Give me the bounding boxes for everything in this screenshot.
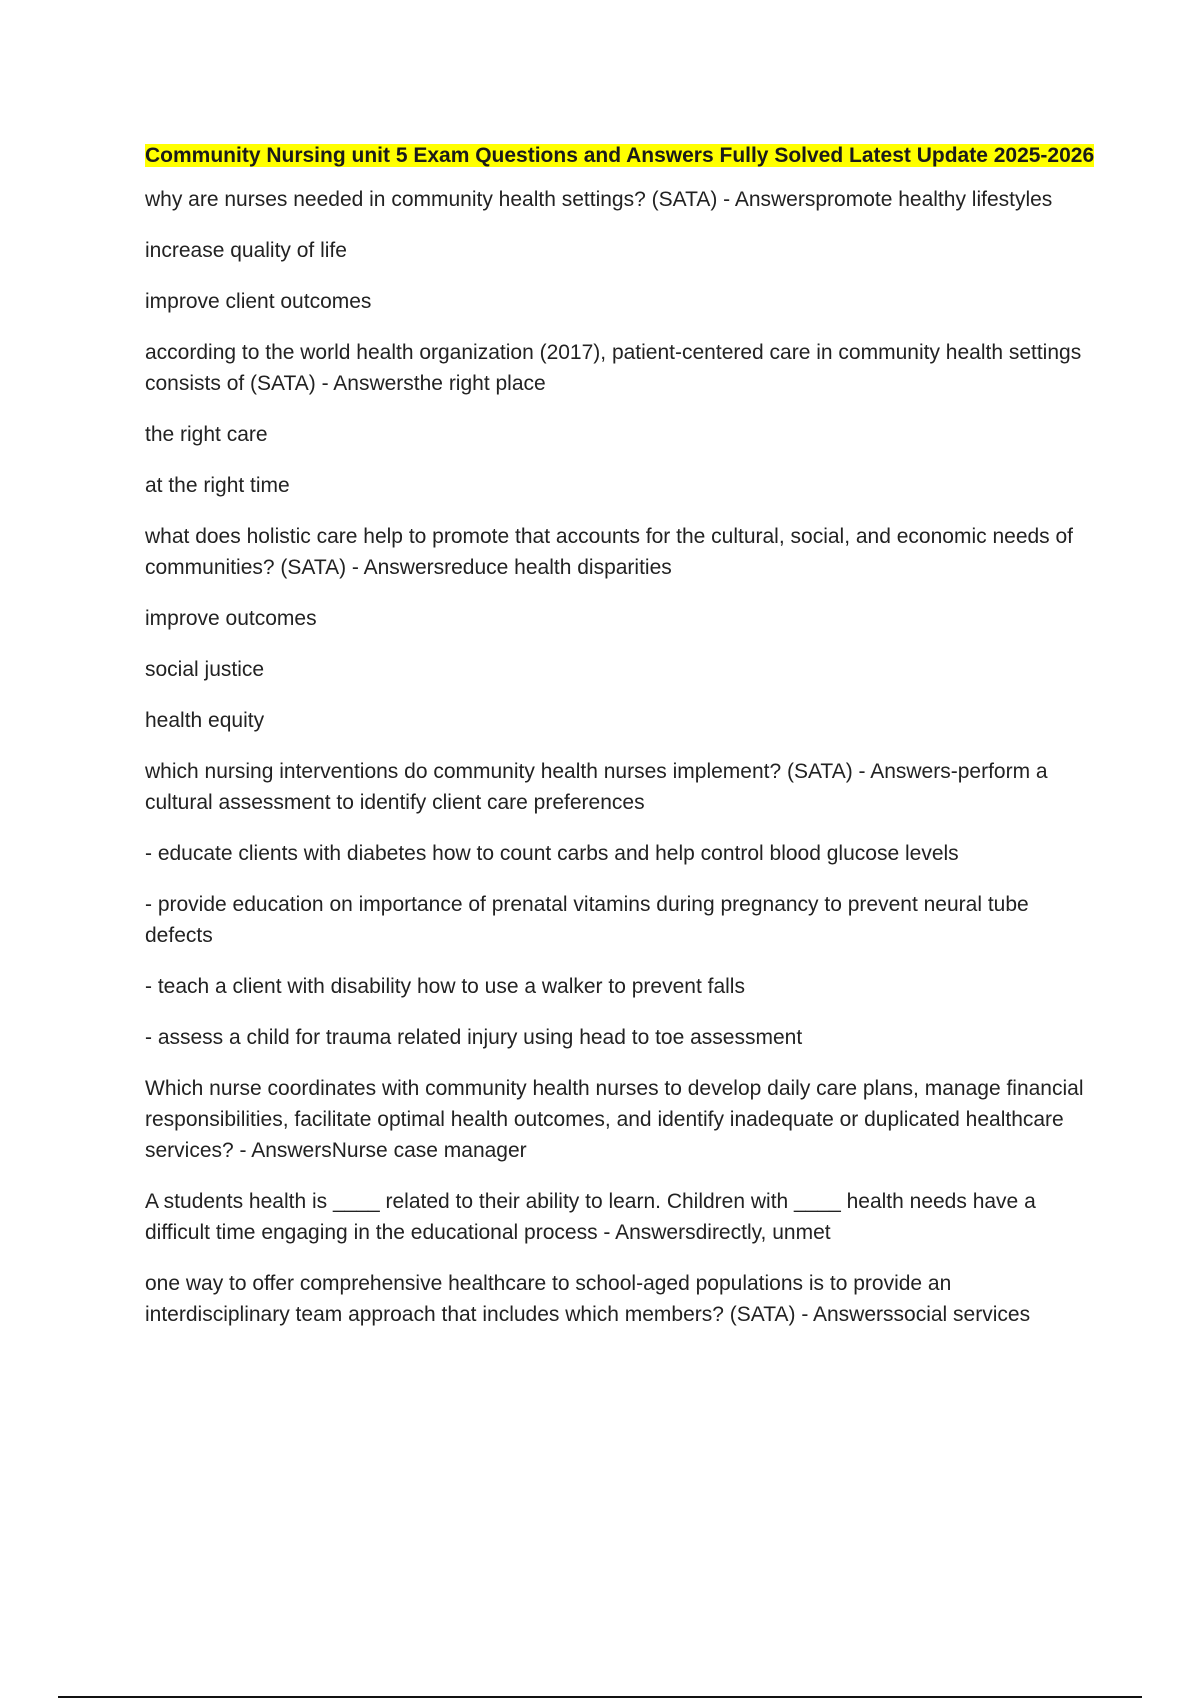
paragraph: social justice (145, 658, 265, 681)
paragraph: - teach a client with disability how to use a walker to prevent falls (145, 975, 745, 998)
page-bottom-rule (58, 1696, 1142, 1698)
paragraph: - provide education on importance of prenatal vitamins during pregnancy to prevent neural tube defects (145, 893, 1035, 947)
document-title (145, 140, 1095, 171)
title-highlight: Community Nursing unit 5 Exam Questions and Answers Fully Solved Latest Update 2025-2026 (145, 144, 1095, 167)
paragraph: Which nurse coordinates with community health nurses to develop daily care plans, manage financial responsibilities, facilitate optimal health outcomes, and identify inadequate or duplicated healthcare services? - AnswersNurse case manager (145, 1077, 1090, 1162)
document-body (145, 140, 1095, 1350)
paragraph: according to the world health organization (2017), patient-centered care in community health settings consists of (SATA) - Answersthe right place (145, 341, 1088, 395)
paragraph: A students health is ____ related to their ability to learn. Children with ____ health needs have a difficult time engaging in the educational process - Answersdirectly, unmet (145, 1190, 1042, 1244)
paragraph: at the right time (145, 474, 290, 497)
paragraph: the right care (145, 423, 268, 446)
paragraph: health equity (145, 709, 265, 732)
paragraph: - assess a child for trauma related injury using head to toe assessment (145, 1026, 803, 1049)
paragraph: increase quality of life (145, 239, 347, 262)
paragraph: improve client outcomes (145, 290, 372, 313)
paragraph: which nursing interventions do community health nurses implement? (SATA) - Answers-perform a cultural assessment to identify client care preferences (145, 760, 1054, 814)
paragraph: what does holistic care help to promote that accounts for the cultural, social, and economic needs of communities? (SATA) - Answersreduce health disparities (145, 525, 1079, 579)
paragraph: one way to offer comprehensive healthcare to school-aged populations is to provide an interdisciplinary team approach that includes which members? (SATA) - Answerssocial services (145, 1272, 1031, 1326)
paragraph: - educate clients with diabetes how to count carbs and help control blood glucose levels (145, 842, 959, 865)
paragraph: improve outcomes (145, 607, 317, 630)
paragraph: why are nurses needed in community health settings? (SATA) - Answerspromote healthy lifestyles (145, 188, 1053, 211)
